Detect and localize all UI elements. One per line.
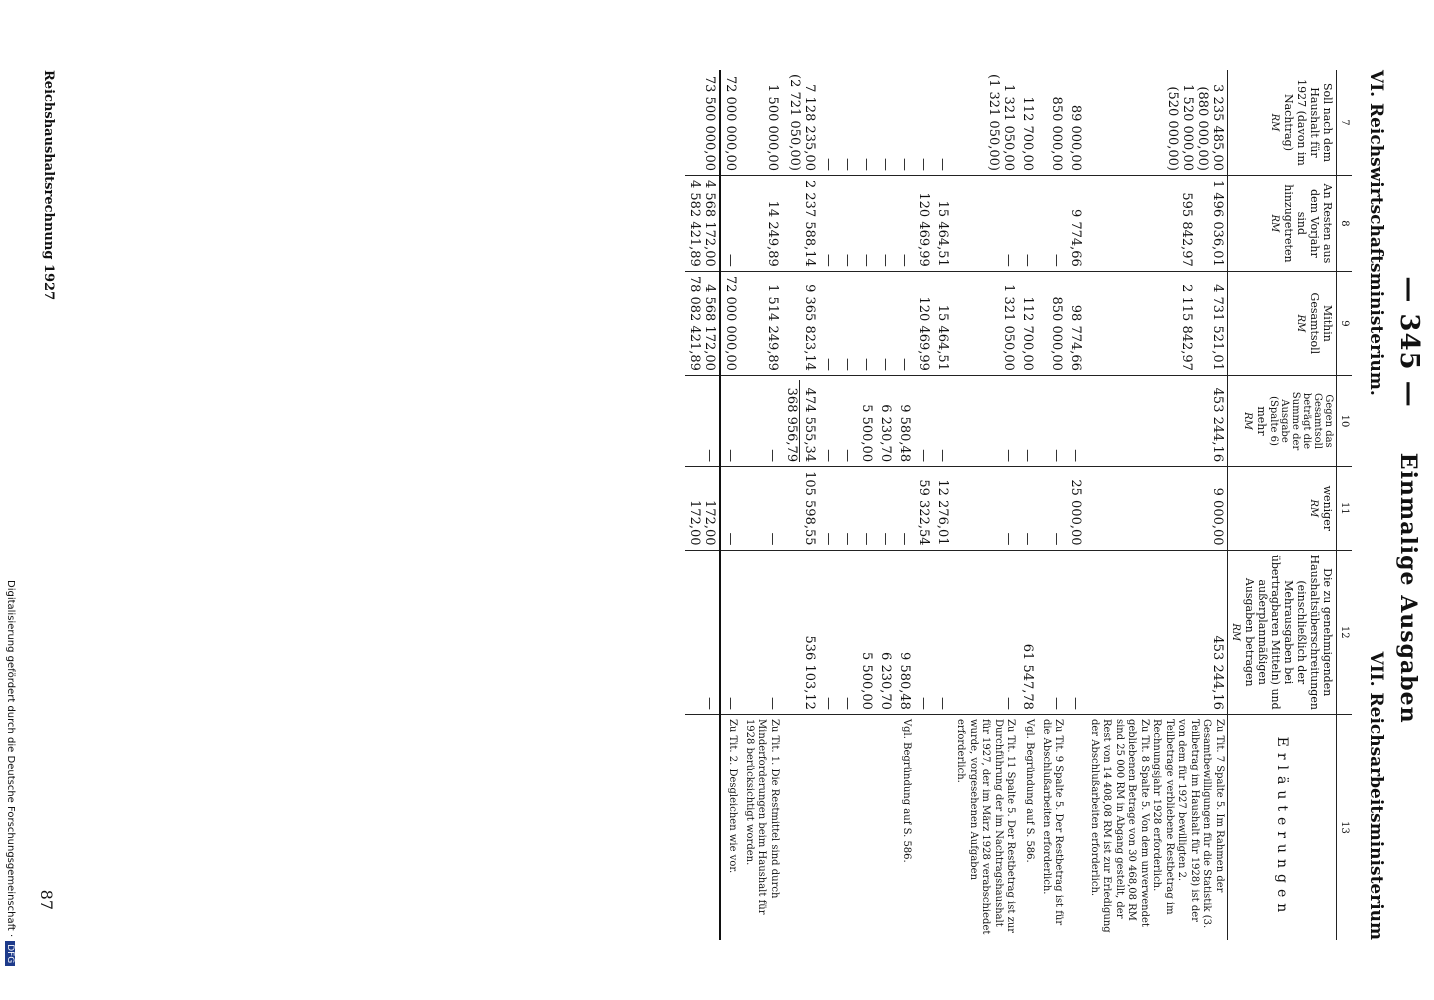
cell-genehmigen-total: — bbox=[686, 550, 721, 714]
cell-weniger: — bbox=[952, 467, 1019, 550]
cell-mehr: — bbox=[819, 375, 838, 466]
cell-gesamtsoll: 120 469,99 bbox=[914, 271, 933, 375]
cell-reste: — bbox=[838, 175, 857, 271]
cell-gesamtsoll: — bbox=[819, 271, 838, 375]
table-row bbox=[741, 70, 783, 940]
colnum: 9 bbox=[1337, 271, 1353, 375]
cell-mehr: 474 555,34 368 956,79 bbox=[782, 375, 819, 466]
colnum: 8 bbox=[1337, 175, 1353, 271]
cell-note: Zu Tit. 9 Spalte 5. Der Restbetrag ist für die Abschlußarbeiten erforderlich. bbox=[1038, 714, 1067, 940]
cell-soll: — bbox=[878, 157, 893, 171]
cell-gesamtsoll: — bbox=[857, 271, 876, 375]
table-row bbox=[1019, 70, 1038, 940]
col-header-mehr: Gegen das Gesamtsoll beträgt die Summe der Ausgabe (Spalte 6) mehr RM bbox=[1228, 375, 1337, 466]
cell-note: Zu Tit. 7 Spalte 5. Im Rahmen der Gesamtbewilligungen für die Statistik (3. Teilbetrag im Haushalt für 1928) ist der von dem für 1927 bewilligten 2. Teilbetrage verbliebene Restbetrag im Rechnungsjahr 1928 erforderlich. Zu Tit. 8 Spalte 5. Von dem unverwendet gebliebenen Betrage von 30 468,08 RM sind 25 000 RM in Abgang gestellt, der Rest von 14 408,08 RM ist zur Erledigung der Abschlußarbeiten erforderlich. bbox=[1086, 714, 1228, 940]
cell-soll: 72 000 000,00 bbox=[723, 75, 739, 171]
cell-mehr: — bbox=[1019, 375, 1038, 466]
footer-source: Reichshaushaltsrechnung 1927 bbox=[41, 70, 56, 301]
table-row bbox=[1067, 70, 1086, 940]
page-number-header: — 345 — bbox=[1394, 276, 1424, 408]
cell-reste: 1 496 036,01 595 842,97 bbox=[1086, 175, 1228, 271]
cell-genehmigen: 536 103,12 bbox=[782, 550, 819, 714]
cell-reste: — bbox=[721, 175, 741, 271]
budget-table bbox=[686, 70, 1353, 940]
cell-reste: — bbox=[1038, 175, 1067, 271]
page-title: Einmalige Ausgaben bbox=[1395, 452, 1421, 724]
cell-gesamtsoll: 112 700,00 bbox=[1019, 271, 1038, 375]
page-header bbox=[1394, 0, 1424, 1000]
ministry-subheading bbox=[1366, 70, 1386, 940]
cell-weniger: — bbox=[1019, 467, 1038, 550]
table-row-total bbox=[686, 70, 721, 940]
cell-soll: 3 235 485,00 (880 000,00) 1 520 000,00 (520 000,00) bbox=[1165, 84, 1225, 171]
cell-note: Zu Tit. 2. Desgleichen wie vor. bbox=[721, 714, 741, 940]
cell-genehmigen: — bbox=[1067, 550, 1086, 714]
cell-soll: — bbox=[935, 157, 950, 171]
cell-reste: 2 237 588,14 bbox=[782, 175, 819, 271]
cell-soll: — bbox=[859, 157, 874, 171]
cell-gesamtsoll: — bbox=[838, 271, 857, 375]
cell-reste: 14 249,89 bbox=[741, 175, 783, 271]
table-row bbox=[914, 70, 933, 940]
table-row bbox=[1038, 70, 1067, 940]
cell-mehr: 5 500,00 bbox=[857, 375, 876, 466]
table-row bbox=[1086, 70, 1228, 940]
column-header-row bbox=[1228, 70, 1337, 940]
cell-weniger: 9 000,00 bbox=[1086, 467, 1228, 550]
cell-note bbox=[914, 714, 933, 940]
cell-gesamtsoll: 9 365 823,14 bbox=[782, 271, 819, 375]
cell-reste: — bbox=[876, 175, 895, 271]
cell-soll: — bbox=[916, 157, 931, 171]
table-row bbox=[721, 70, 741, 940]
cell-genehmigen: — bbox=[741, 550, 783, 714]
colnum: 13 bbox=[1337, 714, 1353, 940]
cell-note bbox=[838, 714, 857, 940]
cell-gesamtsoll: — bbox=[895, 271, 914, 375]
cell-weniger: 105 598,55 bbox=[782, 467, 819, 550]
ministry-right: VII. Reichsarbeitsministerium bbox=[1366, 651, 1386, 940]
cell-gesamtsoll-total: 4 568 172,00 78 082 421,89 bbox=[686, 271, 721, 375]
cell-weniger: — bbox=[895, 467, 914, 550]
cell-genehmigen: — bbox=[721, 550, 741, 714]
table-row bbox=[952, 70, 1019, 940]
cell-mehr: — bbox=[1067, 375, 1086, 466]
ministry-left: VI. Reichswirtschaftsministerium. bbox=[1366, 70, 1386, 396]
cell-note: Zu Tit. 1. Die Restmittel sind durch Minderforderungen beim Haushalt für 1928 berücksichtigt worden. bbox=[741, 714, 783, 940]
colnum: 11 bbox=[1337, 467, 1353, 550]
colnum: 10 bbox=[1337, 375, 1353, 466]
cell-genehmigen: 453 244,16 bbox=[1086, 550, 1228, 714]
cell-gesamtsoll: 72 000 000,00 bbox=[721, 271, 741, 375]
column-number-row bbox=[1337, 70, 1353, 940]
footer-page: 87 bbox=[37, 889, 56, 910]
cell-soll: 1 500 000,00 bbox=[765, 84, 780, 171]
cell-genehmigen: 6 230,70 bbox=[876, 550, 895, 714]
cell-gesamtsoll: — bbox=[876, 271, 895, 375]
cell-reste: 9 774,66 bbox=[1067, 175, 1086, 271]
cell-soll: — bbox=[840, 157, 855, 171]
cell-weniger: — bbox=[819, 467, 838, 550]
cell-gesamtsoll: 15 464,51 bbox=[933, 271, 952, 375]
cell-mehr: — bbox=[741, 375, 783, 466]
colnum: 12 bbox=[1337, 550, 1353, 714]
table-row bbox=[857, 70, 876, 940]
colnum: 7 bbox=[1337, 70, 1353, 175]
cell-genehmigen: — bbox=[952, 550, 1019, 714]
cell-genehmigen: 61 547,78 bbox=[1019, 550, 1038, 714]
cell-genehmigen: — bbox=[914, 550, 933, 714]
cell-mehr: 9 580,48 bbox=[895, 375, 914, 466]
cell-mehr: 6 230,70 bbox=[876, 375, 895, 466]
cell-soll: 7 128 235,00 (2 721 050,00) bbox=[787, 74, 817, 171]
cell-reste: — bbox=[819, 175, 838, 271]
cell-mehr: — bbox=[952, 375, 1019, 466]
cell-mehr: — bbox=[914, 375, 933, 466]
cell-mehr: — bbox=[933, 375, 952, 466]
col-header-reste: An Resten aus dem Vorjahr sind hinzugetreten RM bbox=[1228, 175, 1337, 271]
cell-note: Vgl. Begründung auf S. 586. bbox=[895, 714, 914, 940]
cell-reste: — bbox=[1019, 175, 1038, 271]
cell-mehr: — bbox=[1038, 375, 1067, 466]
cell-note bbox=[782, 714, 819, 940]
cell-weniger: 59 322,54 bbox=[914, 467, 933, 550]
cell-gesamtsoll: 1 514 249,89 bbox=[741, 271, 783, 375]
cell-note bbox=[1067, 714, 1086, 940]
cell-weniger-total: 172,00 172,00 bbox=[686, 467, 721, 550]
table-row bbox=[782, 70, 819, 940]
cell-weniger: 25 000,00 bbox=[1067, 467, 1086, 550]
cell-genehmigen: — bbox=[1038, 550, 1067, 714]
cell-mehr: — bbox=[721, 375, 741, 466]
cell-mehr-total: — bbox=[686, 375, 721, 466]
cell-gesamtsoll: 1 321 050,00 bbox=[952, 271, 1019, 375]
cell-reste: — bbox=[895, 175, 914, 271]
digitization-credit: Digitalisierung gefördert durch die Deutsche Forschungsgemeinschaft ·DFG bbox=[5, 580, 16, 966]
cell-soll-total: 73 500 000,00 bbox=[686, 70, 721, 175]
cell-weniger: — bbox=[857, 467, 876, 550]
table-row bbox=[895, 70, 914, 940]
cell-note bbox=[876, 714, 895, 940]
cell-note bbox=[819, 714, 838, 940]
cell-gesamtsoll: 98 774,66 bbox=[1067, 271, 1086, 375]
cell-weniger: — bbox=[721, 467, 741, 550]
cell-genehmigen: — bbox=[819, 550, 838, 714]
cell-note: Vgl. Begründung auf S. 586. bbox=[1019, 714, 1038, 940]
table-row bbox=[933, 70, 952, 940]
cell-soll: 89 000,00 bbox=[1068, 104, 1084, 171]
table-row bbox=[819, 70, 838, 940]
cell-reste-total: 4 568 172,00 4 582 421,89 bbox=[686, 175, 721, 271]
cell-genehmigen: — bbox=[838, 550, 857, 714]
col-header-gesamtsoll: Mithin Gesamtsoll RM bbox=[1228, 271, 1337, 375]
cell-weniger: 12 276,01 bbox=[933, 467, 952, 550]
cell-soll: 112 700,00 bbox=[1020, 96, 1036, 171]
cell-reste: — bbox=[857, 175, 876, 271]
col-header-soll: Soll nach dem Haushalt für 1927 (davon im Nachtrag) RM bbox=[1228, 70, 1337, 175]
cell-reste: 15 464,51 bbox=[933, 175, 952, 271]
cell-note-total bbox=[686, 714, 721, 940]
cell-soll: 1 321 050,00 (1 321 050,00) bbox=[986, 74, 1017, 171]
cell-note bbox=[933, 714, 952, 940]
cell-weniger: — bbox=[838, 467, 857, 550]
cell-gesamtsoll: 850 000,00 bbox=[1038, 271, 1067, 375]
cell-note: Zu Tit. 11 Spalte 5. Der Restbetrag ist zur Durchführung der im Nachtragshaushalt für 1927, der im März 1928 verabschiedet wurde, vorgesehenen Aufgaben erforderlich. bbox=[952, 714, 1019, 940]
cell-mehr: 453 244,16 bbox=[1086, 375, 1228, 466]
col-header-genehmigen: Die zu genehmigenden Haushaltsüberschreitungen (einschließlich der Mehrausgaben bei übertragbaren Mitteln) und außerplanmäßigen Ausgaben betragen RM bbox=[1228, 550, 1337, 714]
cell-mehr: — bbox=[838, 375, 857, 466]
cell-weniger: — bbox=[741, 467, 783, 550]
table-row bbox=[876, 70, 895, 940]
col-header-weniger: weniger RM bbox=[1228, 467, 1337, 550]
cell-soll: 850 000,00 bbox=[1049, 96, 1065, 171]
cell-note bbox=[857, 714, 876, 940]
cell-gesamtsoll: 4 731 521,01 2 115 842,97 bbox=[1086, 271, 1228, 375]
cell-reste: 120 469,99 bbox=[914, 175, 933, 271]
dfg-logo: DFG bbox=[5, 941, 15, 966]
table-row bbox=[838, 70, 857, 940]
cell-genehmigen: 5 500,00 bbox=[857, 550, 876, 714]
cell-weniger: — bbox=[876, 467, 895, 550]
cell-genehmigen: 9 580,48 bbox=[895, 550, 914, 714]
cell-weniger: — bbox=[1038, 467, 1067, 550]
col-header-erlaeuterungen: Erläuterungen bbox=[1228, 714, 1337, 940]
cell-reste: — bbox=[952, 175, 1019, 271]
cell-genehmigen: — bbox=[933, 550, 952, 714]
cell-soll: — bbox=[821, 157, 836, 171]
cell-soll: — bbox=[897, 157, 912, 171]
